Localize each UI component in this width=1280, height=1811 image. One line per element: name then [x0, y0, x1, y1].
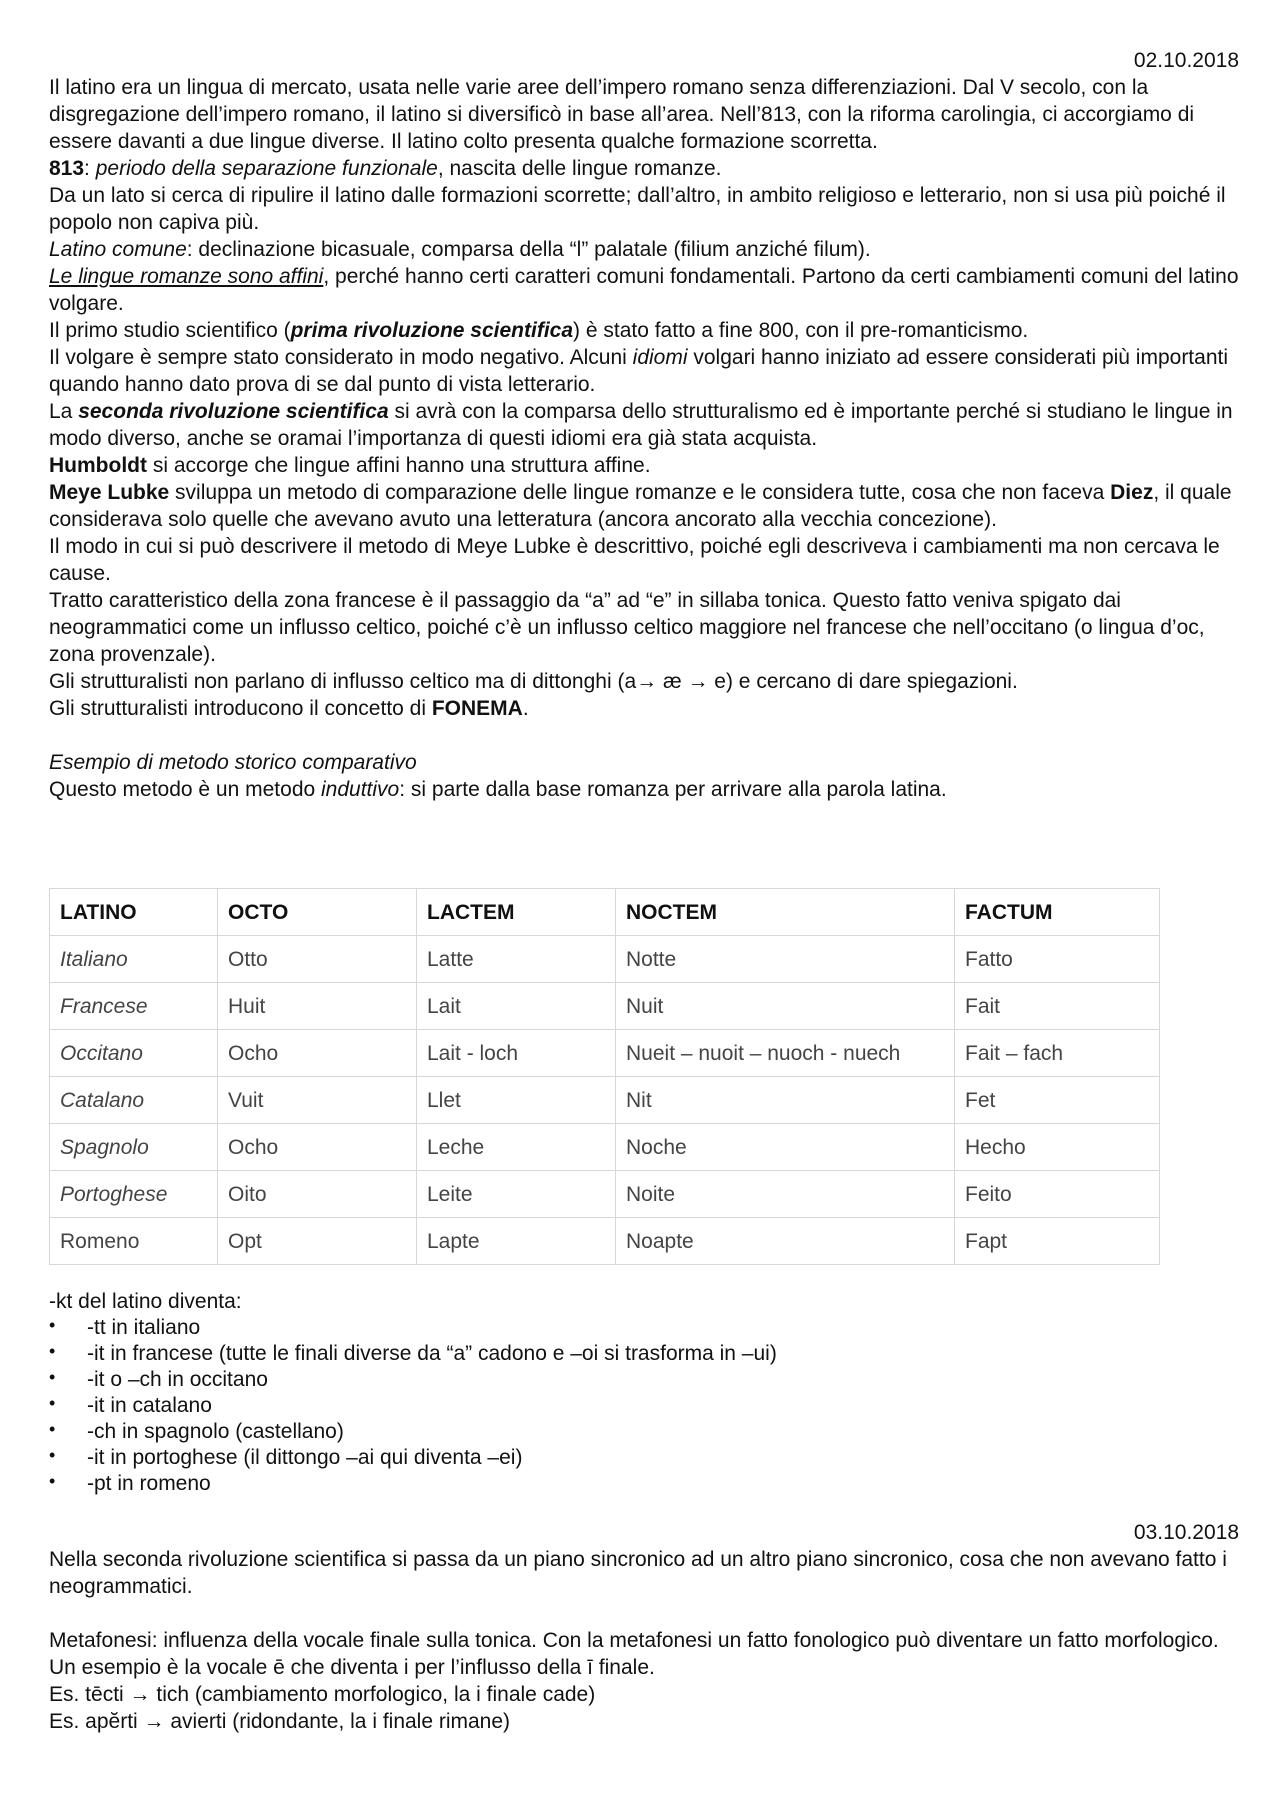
table-cell: Opt: [218, 1218, 417, 1265]
table-row: [50, 1030, 1160, 1077]
list-item: • -it in francese (tutte le finali diverse da “a” cadono e –oi si trasforma in –ui): [49, 1341, 1239, 1367]
table-row: [50, 936, 1160, 983]
paragraph-dittonghi: Gli strutturalisti non parlano di influsso celtico ma di dittonghi (a→ æ → e) e cercano di dare spiegazioni.: [49, 670, 1018, 693]
header-cell: NOCTEM: [616, 889, 955, 936]
paragraph-seconda-rivoluzione: La seconda rivoluzione scientifica si avrà con la comparsa dello strutturalismo ed è importante perché si studiano le lingue in modo diverso, anche se oramai l’importanza di questi idiomi era già stata acquista.: [49, 400, 1233, 450]
list-item: • -tt in italiano: [49, 1315, 1239, 1341]
table-cell: Oito: [218, 1171, 417, 1218]
table-cell: Lait - loch: [417, 1030, 616, 1077]
paragraph-metafonesi: Metafonesi: influenza della vocale finale sulla tonica. Con la metafonesi un fatto fonologico può diventare un fatto morfologico. Un esempio è la vocale ē che diventa i per l’influsso della ī finale.: [49, 1629, 1219, 1679]
example-aperti: Es. apĕrti → avierti (ridondante, la i finale rimane): [49, 1710, 511, 1733]
paragraph-ripulire-latino: Da un lato si cerca di ripulire il latino dalle formazioni scorrette; dall’altro, in ambito religioso e letterario, non si usa più poiché il popolo non capiva più.: [49, 184, 1226, 234]
header-cell: LACTEM: [417, 889, 616, 936]
section-03-10-2018: [49, 1519, 1239, 1735]
date-header: 03.10.2018: [1133, 1521, 1239, 1544]
paragraph-latino-comune: Latino comune: declinazione bicasuale, comparsa della “l” palatale (filium anziché filum).: [49, 238, 871, 261]
table-cell: Leite: [417, 1171, 616, 1218]
section-02-10-2018: [49, 47, 1239, 803]
language-cell: Portoghese: [50, 1171, 218, 1218]
table-cell: Vuit: [218, 1077, 417, 1124]
header-cell: OCTO: [218, 889, 417, 936]
table-header-row: [50, 889, 1160, 936]
table-cell: Leche: [417, 1124, 616, 1171]
table-cell: Ocho: [218, 1124, 417, 1171]
kt-intro: -kt del latino diventa:: [49, 1290, 242, 1313]
language-cell: Francese: [50, 983, 218, 1030]
table-cell: Feito: [955, 1171, 1160, 1218]
table-cell: Nueit – nuoit – nuoch - nuech: [616, 1030, 955, 1077]
language-cell: Catalano: [50, 1077, 218, 1124]
language-cell: Spagnolo: [50, 1124, 218, 1171]
example-tecti: Es. tēcti → tich (cambiamento morfologico, la i finale cade): [49, 1683, 596, 1706]
table-row: [50, 1171, 1160, 1218]
list-item: • -pt in romeno: [49, 1471, 1239, 1497]
paragraph-primo-studio: Il primo studio scientifico (prima rivoluzione scientifica) è stato fatto a fine 800, con il pre-romanticismo.: [49, 319, 1029, 342]
table-cell: Otto: [218, 936, 417, 983]
paragraph-volgare: Il volgare è sempre stato considerato in modo negativo. Alcuni idiomi volgari hanno iniziato ad essere considerati più importanti quando hanno dato prova di se dal punto di vista letterario.: [49, 346, 1229, 396]
list-item: • -ch in spagnolo (castellano): [49, 1419, 1239, 1445]
paragraph-piano-sincronico: Nella seconda rivoluzione scientifica si passa da un piano sincronico ad un altro piano sincronico, cosa che non avevano fatto i neogrammatici.: [49, 1548, 1227, 1598]
language-cell: Italiano: [50, 936, 218, 983]
language-cell: Romeno: [50, 1218, 218, 1265]
table-cell: Fet: [955, 1077, 1160, 1124]
table-cell: Fapt: [955, 1218, 1160, 1265]
paragraph-lingue-affini: Le lingue romanze sono affini, perché hanno certi caratteri comuni fondamentali. Partono da certi cambiamenti comuni del latino volgare.: [49, 265, 1239, 315]
table-cell: Fait: [955, 983, 1160, 1030]
date-header: 02.10.2018: [1133, 49, 1239, 72]
table-cell: Fatto: [955, 936, 1160, 983]
list-item: • -it in catalano: [49, 1393, 1239, 1419]
paragraph-metodo-induttivo: Questo metodo è un metodo induttivo: si parte dalla base romanza per arrivare alla parola latina.: [49, 778, 947, 801]
table-row: [50, 1077, 1160, 1124]
kt-section: [49, 1289, 1239, 1497]
kt-list: [49, 1315, 1239, 1497]
table-cell: Noite: [616, 1171, 955, 1218]
table-cell: Noapte: [616, 1218, 955, 1265]
paragraph-metodo-descrittivo: Il modo in cui si può descrivere il metodo di Meye Lubke è descrittivo, poiché egli descriveva i cambiamenti ma non cercava le cause.: [49, 535, 1220, 585]
paragraph-zona-francese: Tratto caratteristico della zona francese è il passaggio da “a” ad “e” in sillaba tonica. Questo fatto veniva spigato dai neogrammatici come un influsso celtico, poiché c’è un influsso celtico maggiore nel francese che nell’occitano (o lingua d’oc, zona provenzale).: [49, 589, 1205, 666]
list-item: • -it o –ch in occitano: [49, 1367, 1239, 1393]
table-cell: Hecho: [955, 1124, 1160, 1171]
table-cell: Nuit: [616, 983, 955, 1030]
table-cell: Huit: [218, 983, 417, 1030]
table-cell: Notte: [616, 936, 955, 983]
paragraph-fonema: Gli strutturalisti introducono il concetto di FONEMA.: [49, 697, 529, 720]
header-cell: LATINO: [50, 889, 218, 936]
table-cell: Nit: [616, 1077, 955, 1124]
header-cell: FACTUM: [955, 889, 1160, 936]
paragraph-latino-mercato: Il latino era un lingua di mercato, usata nelle varie aree dell’impero romano senza differenziazioni. Dal V secolo, con la disgregazione dell’impero romano, il latino si diversificò in base all’area. Nell’813, con la riforma carolingia, ci accorgiamo di essere davanti a due lingue diverse. Il latino colto presenta qualche formazione scorretta.: [49, 76, 1195, 153]
table-row: [50, 1124, 1160, 1171]
table-cell: Lapte: [417, 1218, 616, 1265]
table-row: [50, 983, 1160, 1030]
comparison-table: [49, 888, 1160, 1265]
paragraph-humboldt: Humboldt si accorge che lingue affini hanno una struttura affine.: [49, 454, 651, 477]
example-title: Esempio di metodo storico comparativo: [49, 751, 417, 774]
paragraph-meye-lubke: Meye Lubke sviluppa un metodo di comparazione delle lingue romanze e le considera tutte, cosa che non faceva Diez, il quale considerava solo quelle che avevano avuto una letteratura (ancora ancorato alla vecchia concezione).: [49, 481, 1232, 531]
table-cell: Latte: [417, 936, 616, 983]
list-item: • -it in portoghese (il dittongo –ai qui diventa –ei): [49, 1445, 1239, 1471]
table-cell: Lait: [417, 983, 616, 1030]
table-row: [50, 1218, 1160, 1265]
language-cell: Occitano: [50, 1030, 218, 1077]
table-cell: Fait – fach: [955, 1030, 1160, 1077]
table-cell: Ocho: [218, 1030, 417, 1077]
table-cell: Llet: [417, 1077, 616, 1124]
table-cell: Noche: [616, 1124, 955, 1171]
paragraph-813: 813: periodo della separazione funzionale, nascita delle lingue romanze.: [49, 157, 722, 180]
